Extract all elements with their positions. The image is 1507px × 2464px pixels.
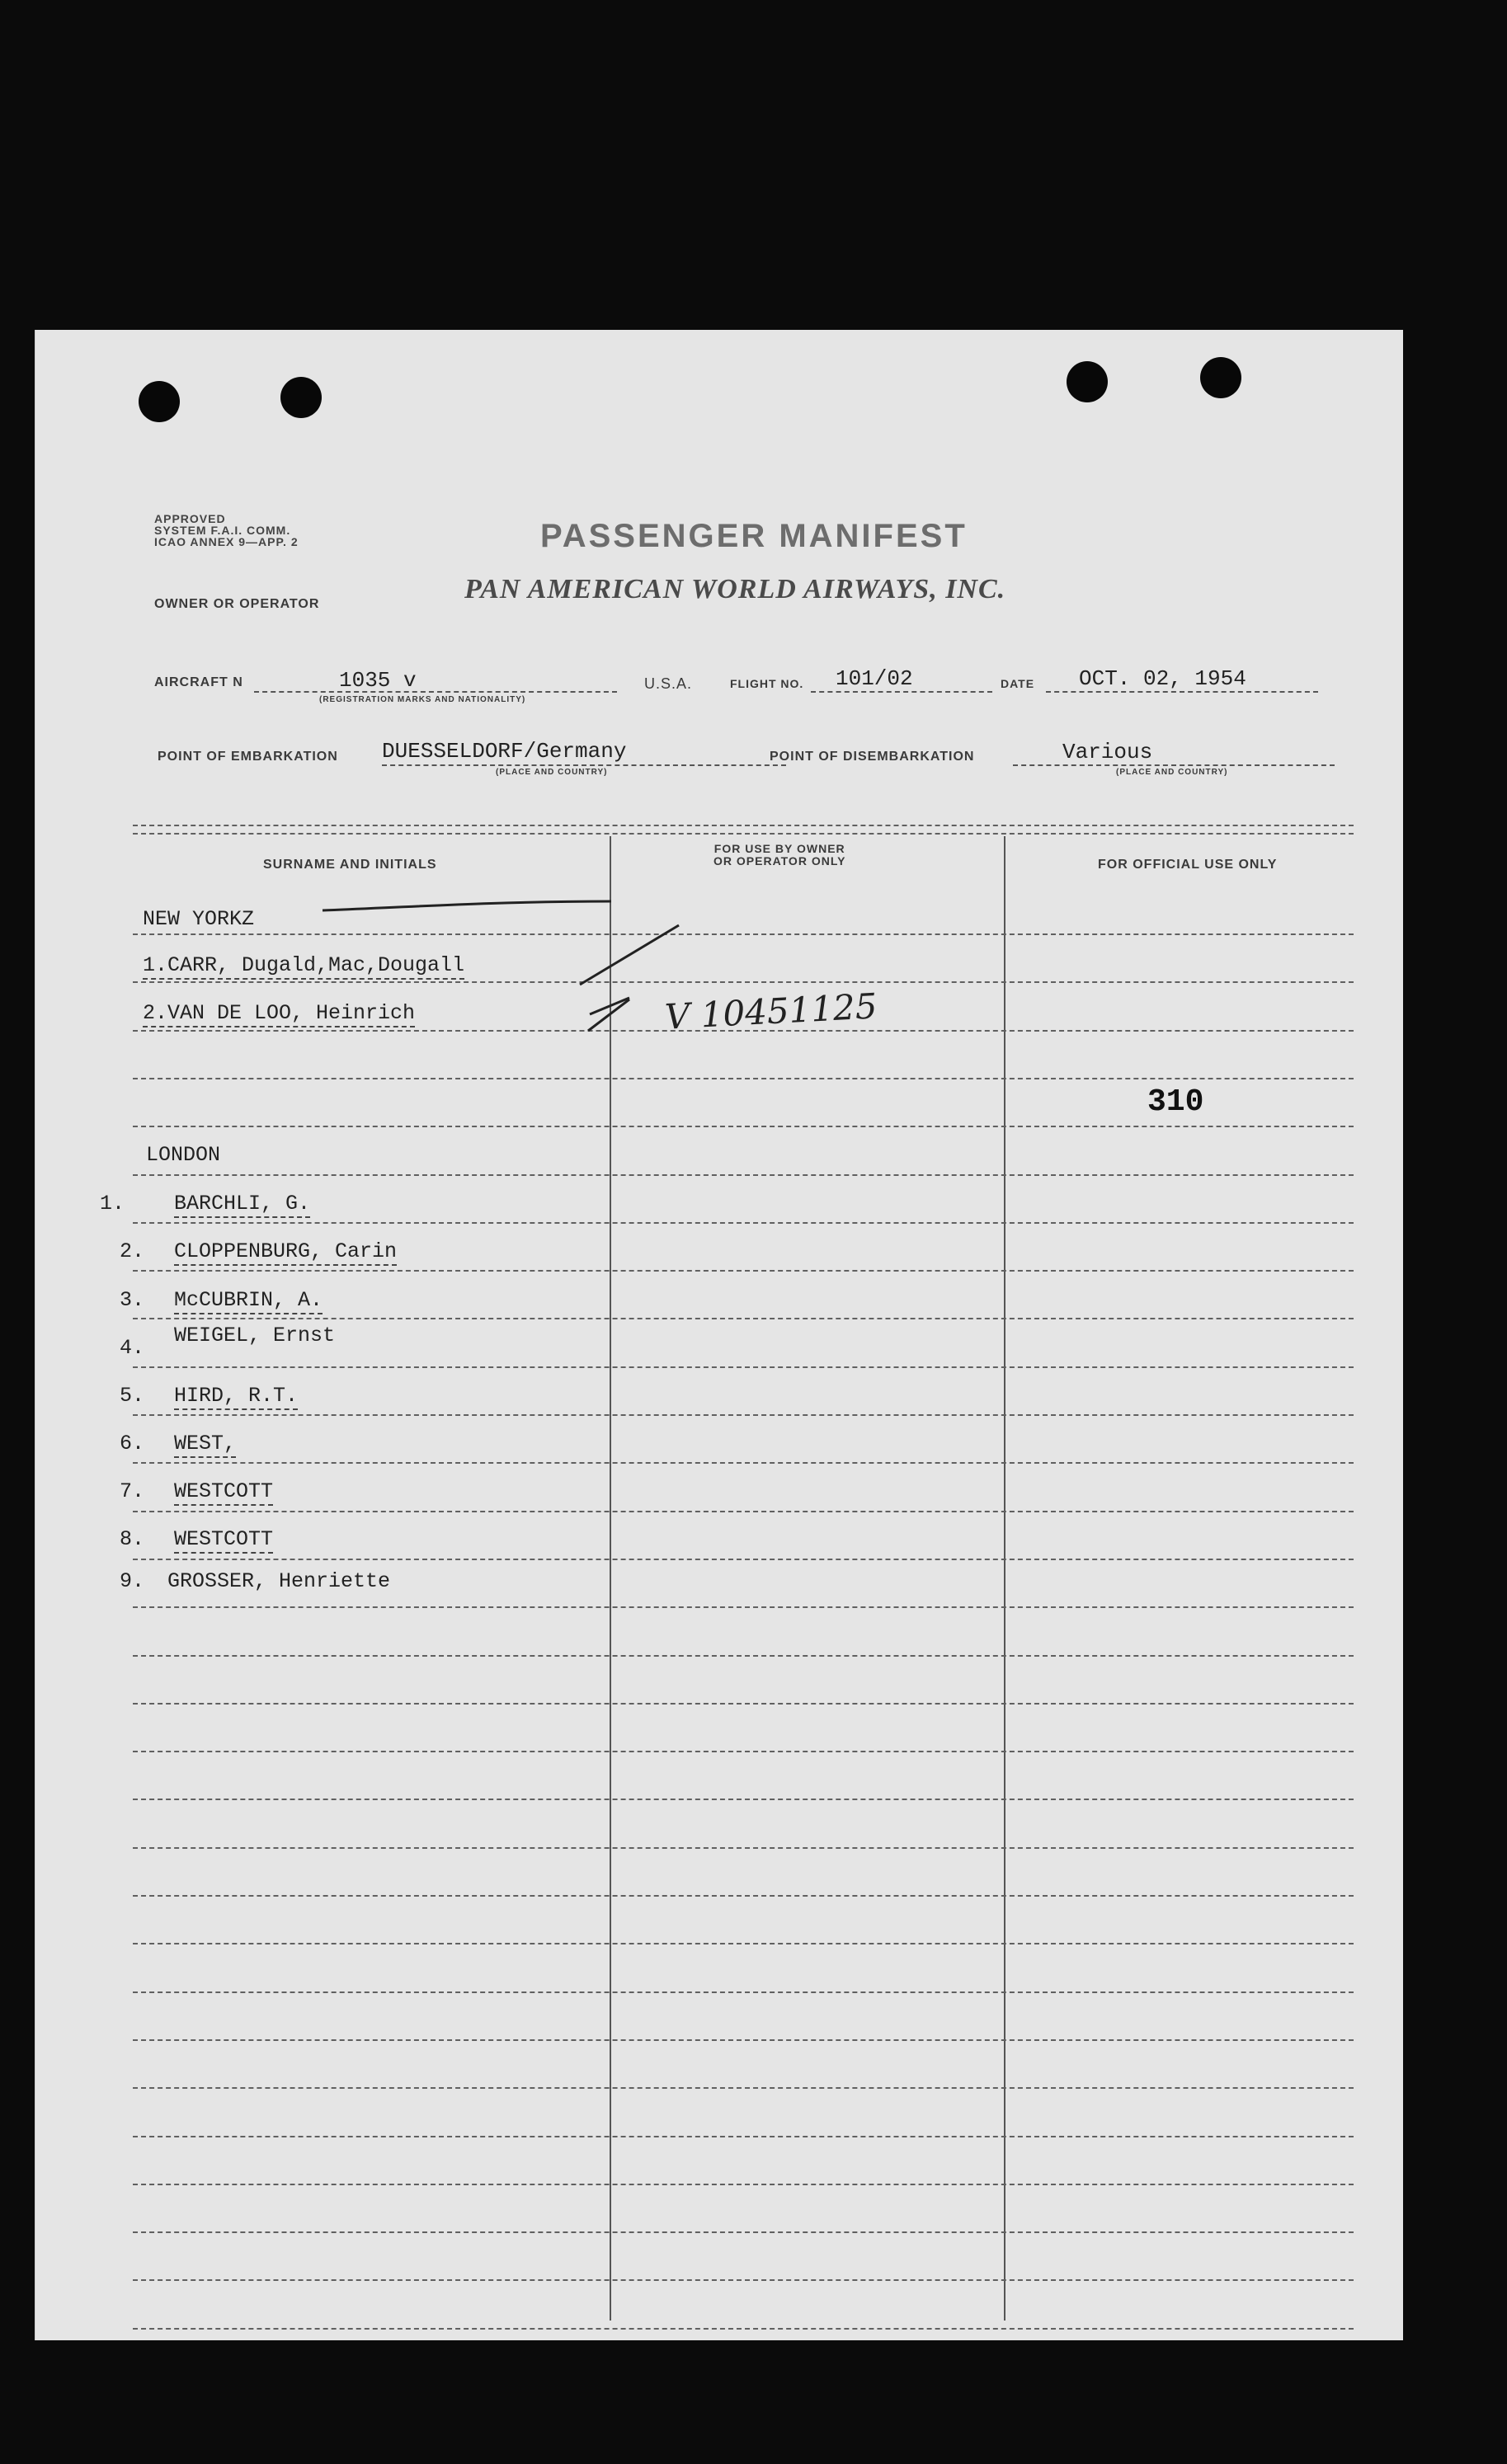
- london-passenger-9: GROSSER, Henriette: [167, 1569, 391, 1593]
- approval-line-1: APPROVED: [154, 512, 226, 525]
- ruled-row-line: [133, 2087, 1354, 2089]
- london-num-6: 6.: [120, 1432, 145, 1455]
- ruled-row-line: [133, 1174, 1354, 1176]
- approval-line-2: SYSTEM F.A.I. COMM.: [154, 524, 291, 537]
- destination-london: LONDON: [146, 1143, 221, 1167]
- london-passenger-4: WEIGEL, Ernst: [174, 1324, 336, 1347]
- owner-label: OWNER OR OPERATOR: [154, 597, 320, 611]
- page-title: PASSENGER MANIFEST: [540, 518, 968, 554]
- london-passenger-6: WEST,: [174, 1432, 236, 1458]
- aircraft-label: AIRCRAFT N: [154, 675, 243, 689]
- london-passenger-5: HIRD, R.T.: [174, 1384, 298, 1410]
- column-header-surname: SURNAME AND INITIALS: [263, 858, 437, 872]
- ruled-row-line: [133, 1318, 1354, 1319]
- column-header-owner-line-2: OR OPERATOR ONLY: [713, 854, 846, 868]
- london-num-5: 5.: [120, 1384, 145, 1408]
- column-header-official: FOR OFFICIAL USE ONLY: [1098, 858, 1278, 872]
- london-passenger-7: WESTCOTT: [174, 1479, 273, 1506]
- london-passenger-8: WESTCOTT: [174, 1527, 273, 1554]
- place-caption-1: (PLACE AND COUNTRY): [496, 768, 608, 777]
- official-number: 310: [1147, 1084, 1204, 1120]
- ruled-row-line: [133, 1462, 1354, 1464]
- embarkation-value: DUESSELDORF/Germany: [382, 739, 627, 764]
- london-num-7: 7.: [120, 1479, 145, 1503]
- ruled-row-line: [133, 1991, 1354, 1993]
- ruled-row-line: [133, 2184, 1354, 2185]
- ruled-row-line: [133, 1655, 1354, 1657]
- place-caption-2: (PLACE AND COUNTRY): [1116, 768, 1228, 777]
- handwritten-passport-number: V 10451125: [663, 985, 878, 1037]
- passenger-row-1: 1.CARR, Dugald,Mac,Dougall: [143, 953, 464, 980]
- london-num-3: 3.: [120, 1288, 145, 1312]
- ruled-row-line: [133, 1222, 1354, 1224]
- london-num-1: 1.: [100, 1192, 125, 1216]
- london-passenger-3: McCUBRIN, A.: [174, 1288, 323, 1314]
- london-num-4: 4.: [120, 1336, 145, 1360]
- date-label: DATE: [1001, 677, 1035, 690]
- ruled-row-line: [133, 1751, 1354, 1752]
- ruled-row-line: [133, 1606, 1354, 1608]
- aircraft-value: 1035 v: [339, 668, 417, 693]
- ruled-row-line: [133, 2231, 1354, 2233]
- usa-label: U.S.A.: [644, 675, 693, 692]
- manifest-page: [35, 330, 1403, 2340]
- ruled-row-line: [133, 1895, 1354, 1897]
- embarkation-label: POINT OF EMBARKATION: [158, 750, 338, 764]
- ruled-row-line: [133, 2039, 1354, 2041]
- london-passenger-2: CLOPPENBURG, Carin: [174, 1239, 397, 1266]
- ruled-row-line: [133, 1799, 1354, 1800]
- ruled-row-line: [133, 1366, 1354, 1368]
- column-header-owner-line-1: FOR USE BY OWNER: [713, 842, 845, 855]
- ruled-row-line: [133, 2328, 1354, 2330]
- ruled-row-line: [133, 1270, 1354, 1272]
- owner-value: PAN AMERICAN WORLD AIRWAYS, INC.: [464, 574, 1006, 604]
- london-num-9: 9.: [120, 1569, 145, 1593]
- ruled-row-line: [133, 1511, 1354, 1512]
- ruled-row-line: [133, 2136, 1354, 2137]
- ruled-row-line: [133, 1943, 1354, 1944]
- ruled-row-line: [133, 1703, 1354, 1705]
- flight-value: 101/02: [836, 666, 913, 691]
- passenger-row-2: 2.VAN DE LOO, Heinrich: [143, 1001, 415, 1027]
- london-num-2: 2.: [120, 1239, 145, 1263]
- registration-caption: (REGISTRATION MARKS AND NATIONALITY): [319, 695, 526, 704]
- london-passenger-1: BARCHLI, G.: [174, 1192, 310, 1218]
- date-value: OCT. 02, 1954: [1079, 666, 1246, 691]
- destination-new-york: NEW YORKZ: [143, 907, 255, 931]
- ruled-row-line: [133, 2279, 1354, 2281]
- disembarkation-value: Various: [1062, 740, 1153, 764]
- ruled-row-line: [133, 1847, 1354, 1849]
- approval-line-3: ICAO ANNEX 9—APP. 2: [154, 535, 299, 548]
- london-num-8: 8.: [120, 1527, 145, 1551]
- flight-label: FLIGHT NO.: [730, 677, 804, 690]
- ruled-row-line: [133, 1414, 1354, 1416]
- disembarkation-label: POINT OF DISEMBARKATION: [770, 750, 975, 764]
- ruled-row-line: [133, 1559, 1354, 1560]
